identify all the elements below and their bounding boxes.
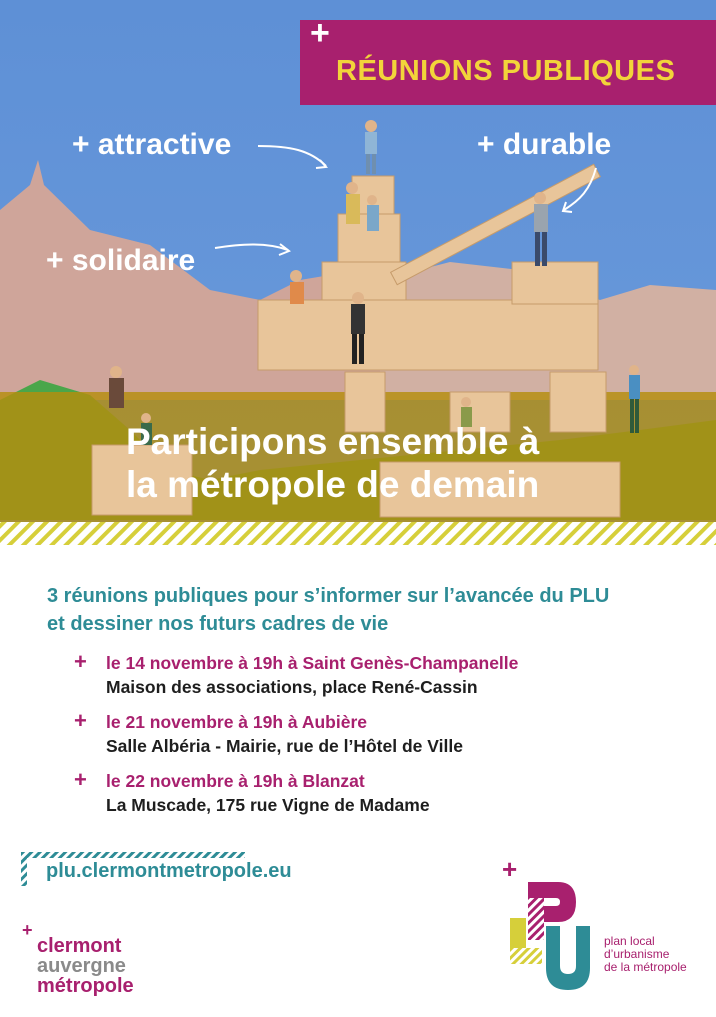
meeting-date: le 21 novembre à 19h à Aubière (106, 712, 367, 732)
plu-plus: + (502, 856, 518, 884)
word-durable: + durable (477, 128, 612, 161)
website-link[interactable]: plu.clermontmetropole.eu (46, 860, 292, 882)
logo-line-3: métropole (37, 975, 134, 997)
badge-plus-icon: + (310, 14, 330, 52)
meeting-date: le 14 novembre à 19h à Saint Genès-Champanelle (106, 653, 519, 673)
meeting-place: Salle Albéria - Mairie, rue de l’Hôtel de Ville (106, 736, 463, 756)
meeting-date: le 22 novembre à 19h à Blanzat (106, 771, 365, 791)
logo-line-1: clermont (37, 935, 122, 957)
plus-icon: + (74, 767, 87, 792)
reunions-publiques-badge (300, 14, 716, 105)
word-attractive: + attractive (72, 128, 232, 161)
plu-line-2: d’urbanisme (604, 947, 670, 961)
meeting-place: La Muscade, 175 rue Vigne de Madame (106, 795, 430, 815)
intro-line-2: et dessiner nos futurs cadres de vie (47, 613, 389, 635)
plus-icon: + (74, 708, 87, 733)
headline (126, 420, 539, 506)
plus-icon: + (74, 649, 87, 674)
logo-plus-icon: + (22, 920, 33, 940)
logo-line-2: auvergne (37, 955, 126, 977)
meeting-place: Maison des associations, place René-Cassin (106, 677, 478, 697)
stripe-bar (0, 522, 716, 545)
intro-line-1: 3 réunions publiques pour s’informer sur l’avancée du PLU (47, 585, 610, 607)
plu-logo-icon (500, 856, 600, 996)
plu-line-3: de la métropole (604, 960, 687, 974)
intro-text (47, 582, 609, 638)
plu-logo-text (604, 935, 687, 974)
badge-title: RÉUNIONS PUBLIQUES (336, 55, 676, 87)
word-solidaire: + solidaire (46, 244, 196, 277)
headline-line-1: Participons ensemble à (126, 421, 540, 462)
headline-line-2: la métropole de demain (126, 464, 540, 505)
plu-line-1: plan local (604, 934, 655, 948)
